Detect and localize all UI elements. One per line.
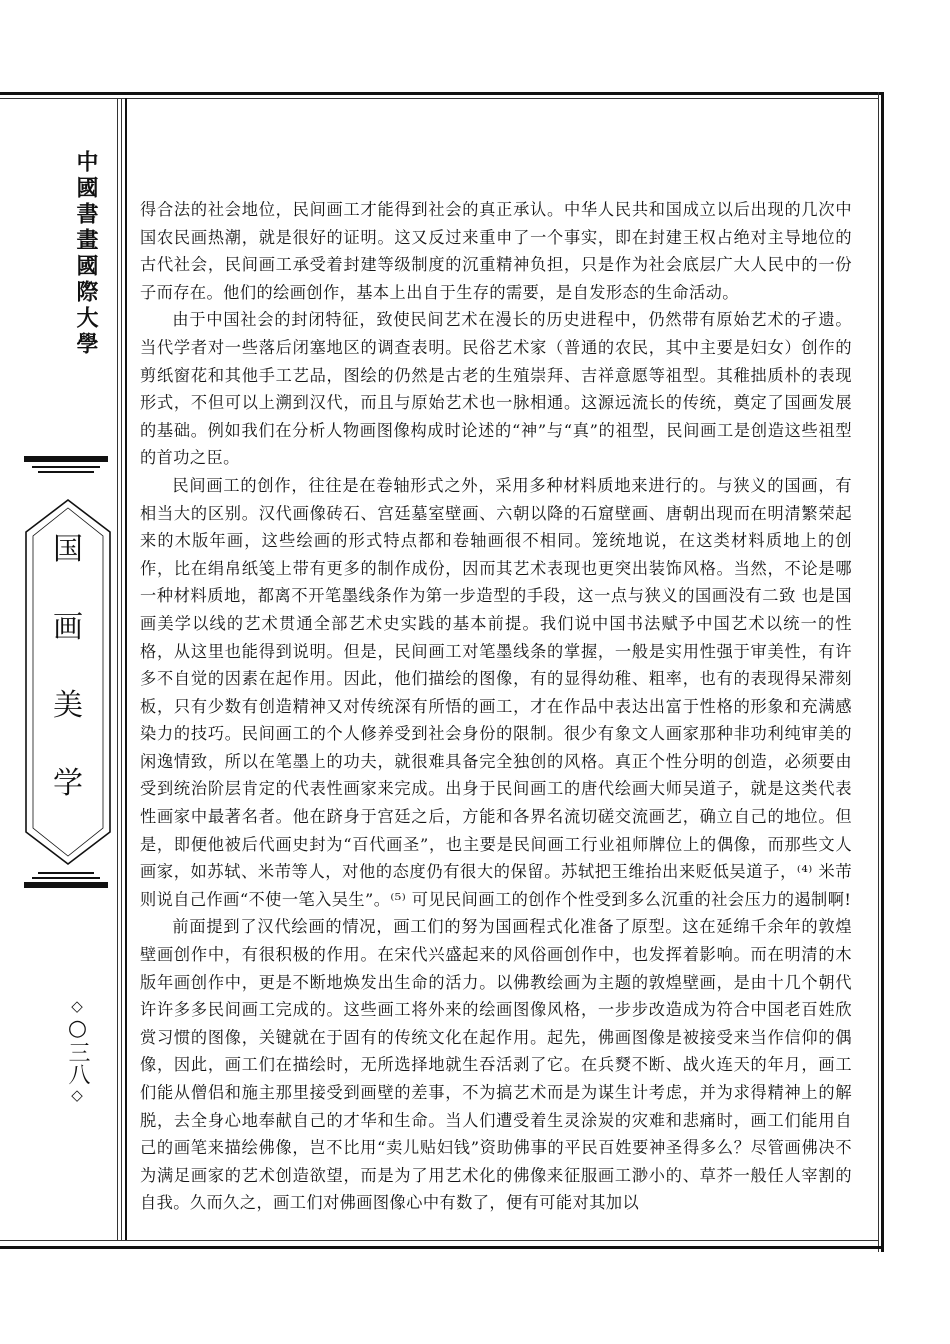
frame-right-border — [878, 92, 884, 1252]
frame-bottom-inner-border — [0, 1240, 878, 1241]
ornament-bars-bottom — [24, 872, 108, 892]
paragraph: 前面提到了汉代绘画的情况，画工们的努为国画程式化准备了原型。这在延绵千余年的敦煌壁画创作中，有很积极的作用。在宋代兴盛起来的风俗画创作中，也发挥着影响。而在明清的木版年画创作中，更是不断地焕发出生命的活力。以佛教绘画为主题的敦煌壁画，是由十几个朝代许许多多民间画工完成的。这些画工将外来的绘画图像风格，一步步改造成为符合中国老百姓欣赏习惯的图像，关键就在于固有的传统文化在起作用。起先，佛画图像是被接受来当作信仰的偶像，因此，画工们在描绘时，无所选择地就生吞活剥了它。在兵燹不断、战火连天的年月，画工们能从僧侣和施主那里接受到画壁的差事，不为搞艺术而是为谋生计考虑，并为求得精神上的解脱，去全身心地奉献自己的才华和生命。当人们遭受着生灵涂炭的灾难和悲痛时，画工们能用自己的画笔来描绘佛像，岂不比用“卖儿贴妇钱”资助佛事的平民百姓要神圣得多么？尽管画佛决不为满足画家的艺术创造欲望，而是为了用艺术化的佛像来征服画工渺小的、草芥一般任人宰割的自我。久而久之，画工们对佛画图像心中有数了，便有可能对其加以 — [140, 917, 852, 1213]
frame-bottom-border — [0, 1246, 884, 1249]
sidebar-divider-thick — [125, 98, 127, 1240]
page-number — [62, 996, 92, 1105]
book-title-char: 学 — [53, 766, 83, 801]
paragraph: 得合法的社会地位，民间画工才能得到社会的真正承认。中华人民共和国成立以后出现的几次中国农民画热潮，就是很好的证明。这又反过来重申了一个事实，即在封建王权占绝对主导地位的古代社会，民间画工承受着封建等级制度的沉重精神负担，只是作为社会底层广大人民中的一份子而存在。他们的绘画创作，基本上出自于生存的需要，是自发形态的生命活动。 — [140, 200, 852, 302]
diamond-icon: ◇ — [71, 1086, 83, 1104]
paragraph: 由于中国社会的封闭特征，致使民间艺术在漫长的历史进程中，仍然带有原始艺术的孑遗。当代学者对一些落后闭塞地区的调查表明。民俗艺术家（普通的农民，其中主要是妇女）创作的剪纸窗花和其他手工艺品，图绘的仍然是古老的生殖崇拜、吉祥意愿等祖型。其稚拙质朴的表现形式，不但可以上溯到汉代，而且与原始艺术也一脉相通。这源远流长的传统，奠定了国画发展的基础。例如我们在分析人物画图像构成时论述的“神”与“真”的祖型，民间画工是创造这些祖型的首功之臣。 — [140, 310, 852, 468]
book-title — [18, 530, 118, 842]
ornament-bars-top — [24, 456, 108, 476]
book-title-char: 美 — [53, 688, 83, 723]
frame-top-border — [0, 92, 884, 95]
frame-top-inner-border — [0, 98, 878, 99]
diamond-icon: ◇ — [71, 997, 83, 1015]
book-title-char: 国 — [53, 532, 83, 567]
book-title-char: 画 — [53, 610, 83, 645]
page-number-text: ○三八 — [65, 1016, 90, 1085]
body-text — [140, 196, 852, 1217]
paragraph: 民间画工的创作，往往是在卷轴形式之外，采用多种材料质地来进行的。与狭义的国画，有相当大的区别。汉代画像砖石、宫廷墓室壁画、六朝以降的石窟壁画、唐朝出现而在明清繁荣起来的木版年画，这些绘画的形式特点都和卷轴画很不相同。笼统地说，在这类材料质地上的创作，比在绢帛纸笺上带有更多的制作成份，因而其艺术表现也更突出装饰风格。当然，不论是哪一种材料质地，都离不开笔墨线条作为第一步造型的手段，这一点与狭义的国画没有二致 也是国画美学以线的艺术贯通全部艺术史实践的基本前提。我们说中国书法赋予中国艺术以统一的性格，从这里也能得到说明。但是，民间画工对笔墨线条的掌握，一般是实用性强于审美性，有许多不自觉的因素在起作用。因此，他们描绘的图像，有的显得幼稚、粗率，也有的表现得呆滞刻板，只有少数有创造精神又对传统深有所悟的画工，才在作品中表达出富于性格的形象和充满感染力的技巧。民间画工的个人修养受到社会身份的限制。很少有象文人画家那种非功利纯审美的闲逸情致，所以在笔墨上的功夫，就很难具备完全独创的风格。真正个性分明的创造，必须要由受到统治阶层肯定的代表性画家来完成。出身于民间画工的唐代绘画大师吴道子，就是这类代表性画家中最著名者。他在跻身于宫廷之后，方能和各界名流切磋交流画艺，确立自己的地位。但是，即便他被后代画史封为“百代画圣”，也主要是民间画工行业祖师牌位上的偶像，而那些文人画家，如苏轼、米芾等人，对他的态度仍有很大的保留。苏轼把王维抬出来贬低吴道子，⁽⁴⁾ 米芾则说自己作画“不使一笔入吴生”。⁽⁵⁾ 可见民间画工的创作个性受到多么沉重的社会压力的遏制啊! — [140, 475, 852, 909]
institution-name: 中國書畫國際大學 — [73, 150, 98, 358]
book-title-cartouche — [18, 496, 118, 868]
